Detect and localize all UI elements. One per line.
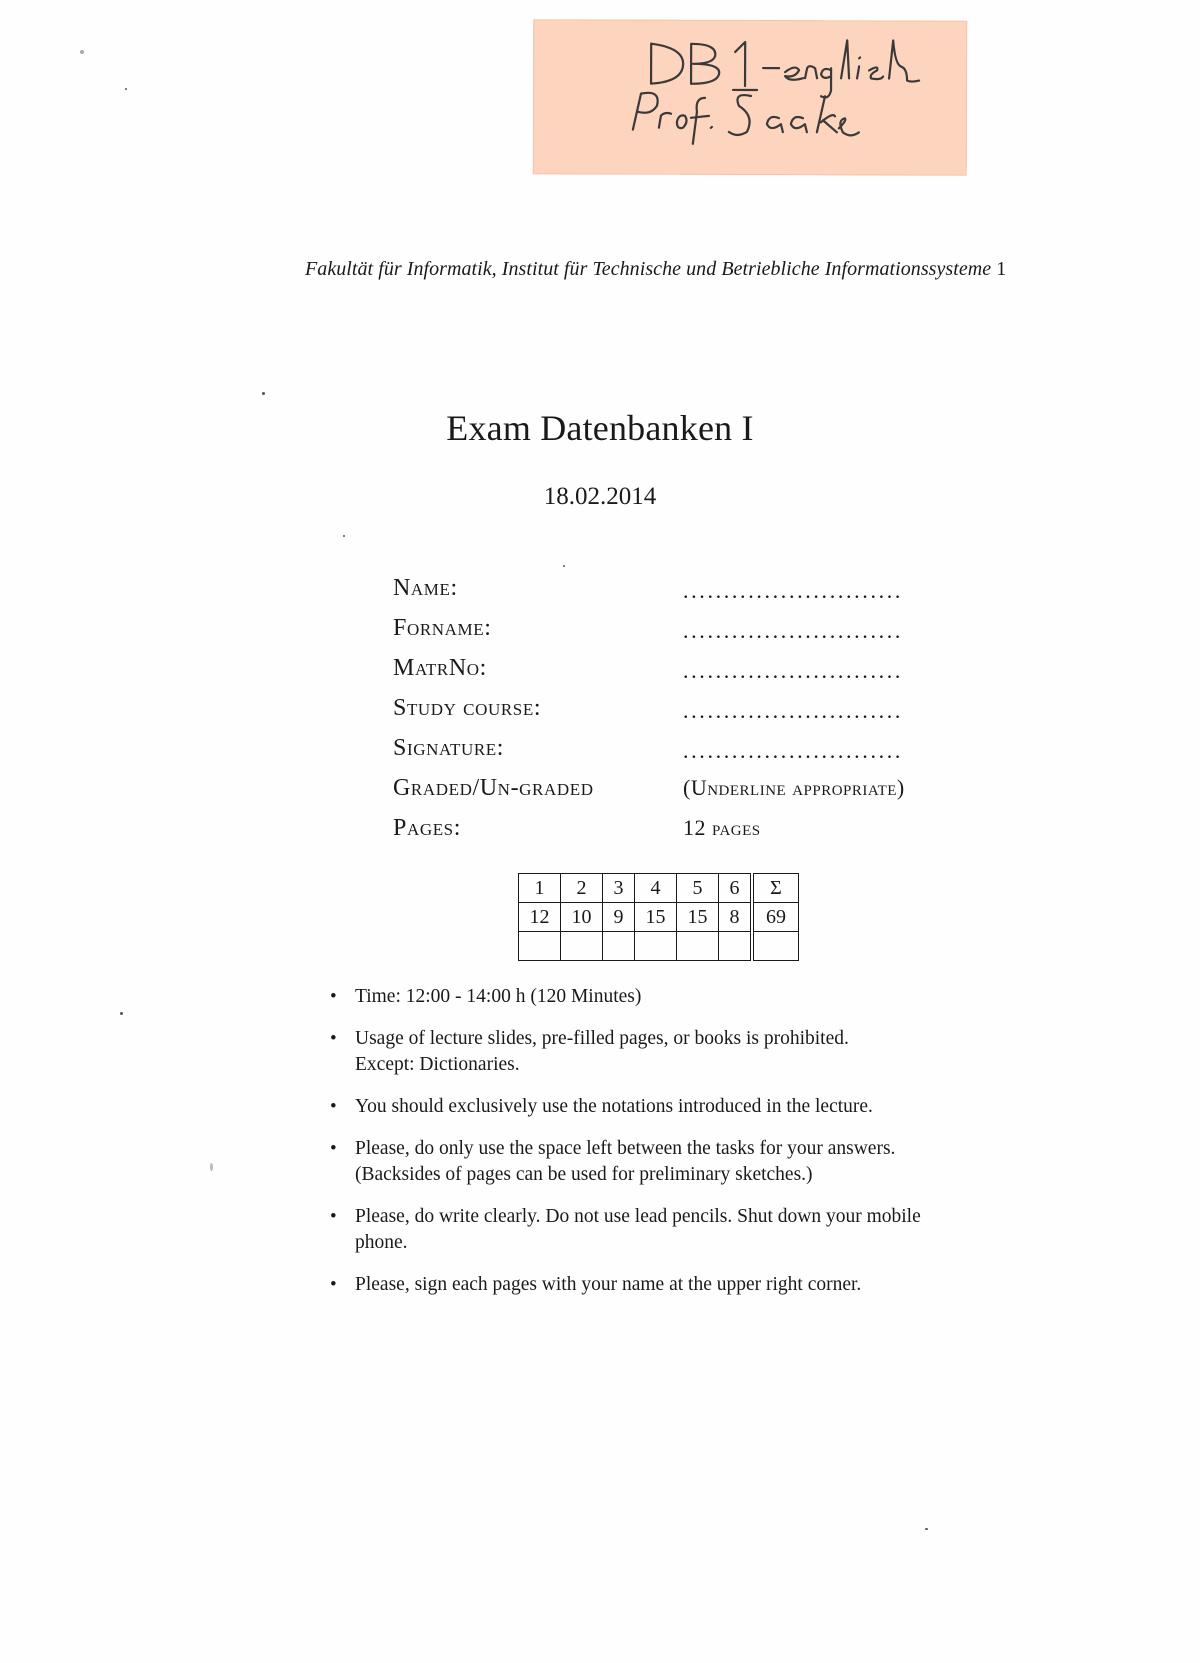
instruction-text: Time: 12:00 - 14:00 h (120 Minutes) [355,986,642,1007]
field-study-course [393,695,953,735]
task-5-score [677,932,719,961]
task-1-points: 12 [519,903,561,932]
table-points-row [519,903,799,932]
student-info-fields [393,575,953,855]
exam-title: Exam Datenbanken I [446,408,754,448]
matrno-blank: ........................... [683,658,904,683]
task-3-score [603,932,635,961]
handwritten-note [533,19,968,176]
task-4-score [635,932,677,961]
instruction-text: Please, sign each pages with your name at the upper right corner. [355,1274,862,1295]
bullet-icon: • [330,1274,337,1295]
graded-instruction: (Underline appropriate) [683,775,905,800]
task-4-points: 15 [635,903,677,932]
field-matrno [393,655,953,695]
task-4-header: 4 [635,874,677,903]
scan-speck [262,392,265,395]
instruction-text: Please, do only use the space left between the tasks for your answers. [355,1138,896,1159]
page-number: 1 [996,258,1007,280]
instruction-item [330,1272,1030,1298]
forname-blank: ........................... [683,618,904,643]
task-6-score [719,932,753,961]
scan-speck [125,88,127,90]
points-table [518,873,799,961]
instruction-text-continued: phone. [355,1232,408,1253]
field-label-signature: Signature: [393,735,505,761]
instructions-list [330,984,1030,1314]
field-label-pages: Pages: [393,815,462,841]
table-score-row [519,932,799,961]
instruction-item [330,984,1030,1010]
bullet-icon: • [330,1028,337,1049]
instruction-item [330,1136,1030,1188]
scan-speck [563,565,565,567]
sticky-note [533,19,968,176]
task-6-points: 8 [719,903,753,932]
scan-speck [210,1163,213,1171]
bullet-icon: • [330,1206,337,1227]
task-6-header: 6 [719,874,753,903]
sum-points: 69 [752,903,799,932]
exam-date: 18.02.2014 [543,483,657,510]
field-label-graded: Graded/Un-graded [393,775,594,801]
field-label-name: Name: [393,575,458,601]
instruction-text: Please, do write clearly. Do not use lead pencils. Shut down your mobile [355,1206,921,1227]
field-pages [393,815,953,855]
task-3-points: 9 [603,903,635,932]
name-blank: ........................... [683,578,904,603]
scan-speck [120,1012,123,1015]
field-label-study-course: Study course: [393,695,542,721]
task-1-header: 1 [519,874,561,903]
faculty-header [305,258,1085,281]
instruction-item [330,1094,1030,1120]
study-course-blank: ........................... [683,698,904,723]
field-label-matrno: MatrNo: [393,655,487,681]
scan-speck [343,535,345,537]
bullet-icon: • [330,986,337,1007]
bullet-icon: • [330,1096,337,1117]
sum-score [752,932,799,961]
table-header-row [519,874,799,903]
scan-speck [925,1528,928,1530]
faculty-text: Fakultät für Informatik, Institut für Technische und Betriebliche Informationssysteme [305,258,992,280]
field-forname [393,615,953,655]
field-label-forname: Forname: [393,615,492,641]
pages-count: 12 pages [683,815,761,840]
field-graded [393,775,953,815]
sum-header: Σ [752,874,799,903]
task-3-header: 3 [603,874,635,903]
instruction-text: You should exclusively use the notations introduced in the lecture. [355,1096,873,1117]
signature-blank: ........................... [683,738,904,763]
instruction-item [330,1204,1030,1256]
field-signature [393,735,953,775]
instruction-text-continued: Except: Dictionaries. [355,1054,520,1075]
scan-speck [80,50,84,54]
bullet-icon: • [330,1138,337,1159]
task-2-score [561,932,603,961]
task-2-points: 10 [561,903,603,932]
instruction-item [330,1026,1030,1078]
task-5-points: 15 [677,903,719,932]
field-name [393,575,953,615]
instruction-text: Usage of lecture slides, pre-filled pages, or books is prohibited. [355,1028,849,1049]
task-2-header: 2 [561,874,603,903]
task-5-header: 5 [677,874,719,903]
task-1-score [519,932,561,961]
instruction-text-continued: (Backsides of pages can be used for preliminary sketches.) [355,1164,813,1185]
